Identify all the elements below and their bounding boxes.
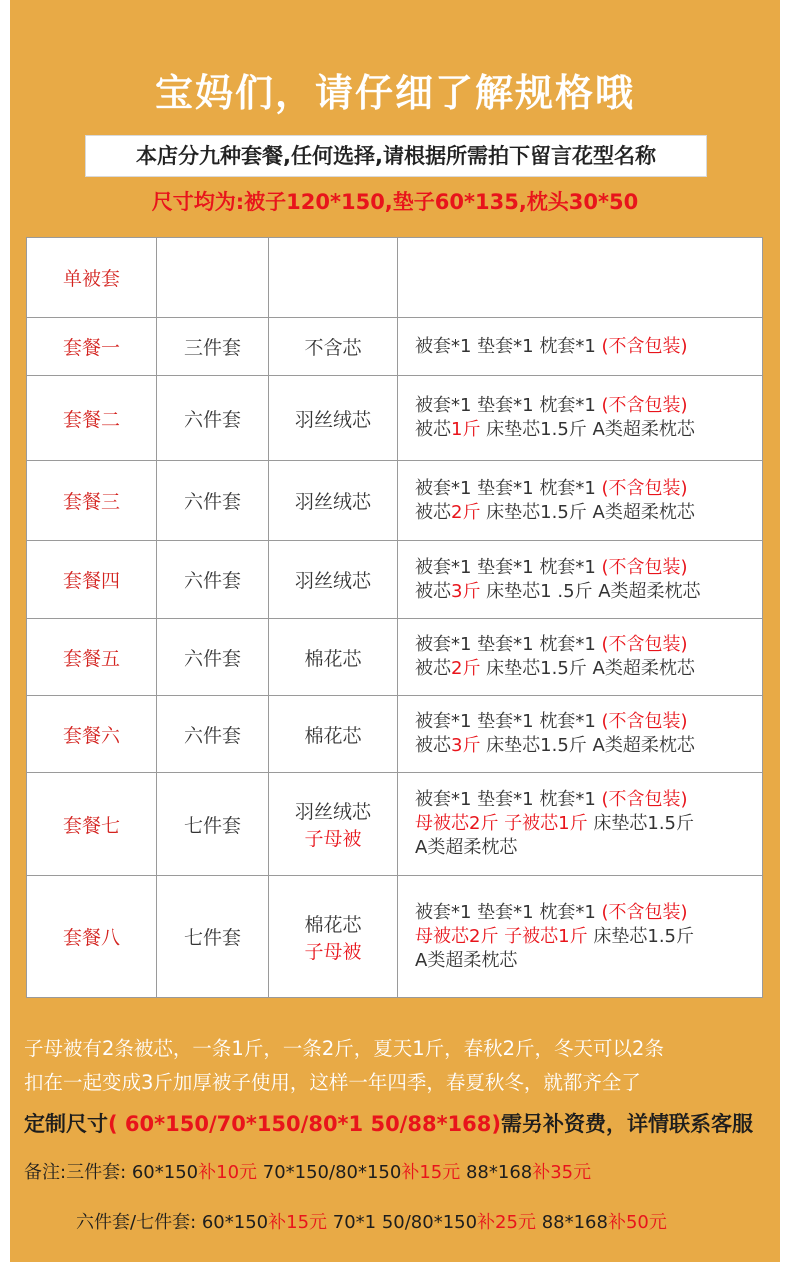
- contents-line-1: [415, 788, 761, 812]
- core-main: 羽丝绒芯: [294, 801, 371, 823]
- note-line-2: 扣在一起变成3斤加厚被子使用，这样一年四季，春夏秋冬，就都齐全了: [24, 1071, 641, 1094]
- contents-line-2: [415, 734, 761, 758]
- remark-mid-1: 70*150/80*150: [257, 1162, 402, 1183]
- extra-cores: 床垫芯1 .5斤 A类超柔枕芯: [480, 580, 701, 602]
- remark-fee-1: 补10元: [198, 1162, 258, 1183]
- contents-line-2: [415, 580, 761, 604]
- table-row: [27, 619, 763, 696]
- table-row: [27, 461, 763, 541]
- package-contents: [398, 876, 763, 998]
- contents-line-1: [415, 633, 761, 657]
- note-child-mother-quilt: [24, 1032, 780, 1100]
- core-weight: 3斤: [451, 735, 481, 756]
- page-title: 宝妈们，请仔细了解规格哦: [154, 71, 635, 115]
- table-row: [27, 376, 763, 461]
- table-row: [27, 876, 763, 998]
- no-packaging-note: (不含包装): [601, 711, 688, 732]
- core-main: 不含芯: [304, 337, 362, 359]
- core-type: [269, 876, 398, 998]
- piece-count: 七件套: [157, 876, 269, 998]
- core-sub: 子母被: [304, 828, 362, 850]
- core-main: 羽丝绒芯: [294, 408, 371, 431]
- contents-items: 被套*1 垫套*1 枕套*1: [415, 477, 602, 499]
- core-weight: 母被芯2斤 子被芯1斤: [415, 925, 588, 947]
- piece-count: 六件套: [157, 696, 269, 773]
- no-packaging-note: (不含包装): [601, 556, 688, 578]
- contents-line-1: [415, 556, 761, 580]
- piece-count: 六件套: [157, 461, 269, 541]
- package-name: 套餐四: [27, 541, 157, 619]
- no-packaging-note: (不含包装): [601, 477, 688, 499]
- core-type: [269, 461, 398, 541]
- package-contents: [398, 541, 763, 619]
- piece-count: 六件套: [157, 376, 269, 461]
- core-type: [269, 541, 398, 619]
- extra-cores: 床垫芯1.5斤 A类超柔枕芯: [480, 501, 695, 523]
- size-info: 尺寸均为:被子120*150,垫子60*135,枕头30*50: [151, 190, 639, 214]
- core-main: 棉花芯: [304, 913, 362, 936]
- contents-items: 被套*1 垫套*1 枕套*1: [415, 556, 602, 578]
- table-row: [27, 773, 763, 876]
- custom-suffix: 需另补资费，详情联系客服: [501, 1112, 753, 1136]
- core-label: 被芯: [415, 658, 451, 679]
- core-type: [269, 696, 398, 773]
- subtitle-banner: 本店分九种套餐,任何选择,请根据所需拍下留言花型名称: [85, 135, 707, 177]
- package-name: 套餐一: [27, 318, 157, 376]
- core-weight: 2斤: [451, 658, 481, 679]
- package-name: 套餐三: [27, 461, 157, 541]
- contents-line-2: [415, 657, 761, 681]
- package-contents: [398, 318, 763, 376]
- six-mid-2: 88*168: [535, 1212, 608, 1233]
- package-name: 套餐八: [27, 876, 157, 998]
- package-contents: [398, 619, 763, 696]
- no-packaging-note: (不含包装): [601, 901, 688, 923]
- empty-cell: [269, 238, 398, 318]
- extra-cores: 床垫芯1.5斤 A类超柔枕芯: [480, 419, 695, 440]
- remark-six-seven-piece: [76, 1208, 780, 1234]
- piece-count: 六件套: [157, 541, 269, 619]
- contents-line-2: [415, 925, 761, 949]
- custom-prefix: 定制尺寸: [24, 1112, 108, 1136]
- package-name: 套餐六: [27, 696, 157, 773]
- six-mid-1: 70*1 50/80*150: [327, 1212, 478, 1233]
- contents-line-2: [415, 418, 761, 442]
- no-packaging-note: (不含包装): [601, 335, 688, 357]
- six-fee-1: 补15元: [268, 1212, 328, 1233]
- remark-prefix: 备注:三件套: 60*150: [24, 1162, 199, 1183]
- core-type: [269, 318, 398, 376]
- piece-count: 三件套: [157, 318, 269, 376]
- contents-line-3: A类超柔枕芯: [415, 949, 518, 971]
- table-row-header: [27, 238, 763, 318]
- core-sub: 子母被: [304, 940, 362, 963]
- contents-line-1: [415, 394, 761, 418]
- six-fee-2: 补25元: [477, 1212, 536, 1233]
- contents-items: 被套*1 垫套*1 枕套*1: [415, 901, 602, 923]
- core-main: 棉花芯: [304, 647, 362, 670]
- package-table: [26, 237, 763, 998]
- remark-fee-3: 补35元: [532, 1162, 592, 1183]
- piece-count: 七件套: [157, 773, 269, 876]
- contents-items: 被套*1 垫套*1 枕套*1: [415, 789, 602, 810]
- core-main: 羽丝绒芯: [294, 570, 371, 592]
- core-main: 羽丝绒芯: [294, 491, 371, 513]
- extra-cores: 床垫芯1.5斤: [587, 813, 694, 834]
- core-main: 棉花芯: [304, 724, 362, 747]
- custom-size-note: [24, 1108, 780, 1138]
- poster: [10, 0, 780, 1262]
- contents-line-2: [415, 501, 761, 525]
- package-contents: [398, 376, 763, 461]
- extra-cores: 床垫芯1.5斤: [587, 925, 694, 947]
- core-weight: 3斤: [451, 580, 481, 602]
- contents-line-1: [415, 477, 761, 501]
- core-weight: 母被芯2斤 子被芯1斤: [415, 813, 588, 834]
- custom-sizes: ( 60*150/70*150/80*1 50/88*168): [108, 1112, 501, 1136]
- remark-fee-2: 补15元: [401, 1162, 461, 1183]
- remark-three-piece: [24, 1158, 780, 1184]
- core-label: 被芯: [415, 580, 451, 602]
- extra-cores: 床垫芯1.5斤 A类超柔枕芯: [480, 735, 695, 756]
- contents-items: 被套*1 垫套*1 枕套*1: [415, 711, 602, 732]
- contents-items: 被套*1 垫套*1 枕套*1: [415, 395, 602, 416]
- core-label: 被芯: [415, 501, 451, 523]
- piece-count: 六件套: [157, 619, 269, 696]
- table-row: [27, 318, 763, 376]
- extra-cores: 床垫芯1.5斤 A类超柔枕芯: [480, 658, 695, 679]
- contents-line-1: [415, 901, 761, 925]
- core-weight: 2斤: [451, 501, 481, 523]
- core-type: [269, 619, 398, 696]
- contents-items: 被套*1 垫套*1 枕套*1: [415, 335, 602, 357]
- empty-cell: [157, 238, 269, 318]
- core-weight: 1斤: [451, 419, 481, 440]
- six-fee-3: 补50元: [607, 1212, 667, 1233]
- empty-cell: [398, 238, 763, 318]
- contents-line-1: [415, 710, 761, 734]
- no-packaging-note: (不含包装): [601, 789, 688, 810]
- no-packaging-note: (不含包装): [601, 634, 688, 655]
- package-name: 套餐二: [27, 376, 157, 461]
- no-packaging-note: (不含包装): [601, 395, 688, 416]
- package-name: 套餐五: [27, 619, 157, 696]
- core-type: [269, 376, 398, 461]
- single-cover-label: 单被套: [27, 238, 157, 318]
- core-label: 被芯: [415, 419, 451, 440]
- note-line-1: 子母被有2条被芯，一条1斤，一条2斤，夏天1斤，春秋2斤，冬天可以2条: [24, 1037, 664, 1060]
- package-contents: [398, 461, 763, 541]
- core-label: 被芯: [415, 735, 451, 756]
- package-contents: [398, 696, 763, 773]
- contents-line-1: [415, 335, 761, 359]
- package-name: 套餐七: [27, 773, 157, 876]
- contents-line-2: [415, 812, 761, 836]
- six-prefix: 六件套/七件套: 60*150: [76, 1212, 269, 1233]
- table-row: [27, 541, 763, 619]
- core-type: [269, 773, 398, 876]
- package-contents: [398, 773, 763, 876]
- table-row: [27, 696, 763, 773]
- contents-items: 被套*1 垫套*1 枕套*1: [415, 634, 602, 655]
- contents-line-3: A类超柔枕芯: [415, 837, 518, 858]
- remark-mid-2: 88*168: [460, 1162, 533, 1183]
